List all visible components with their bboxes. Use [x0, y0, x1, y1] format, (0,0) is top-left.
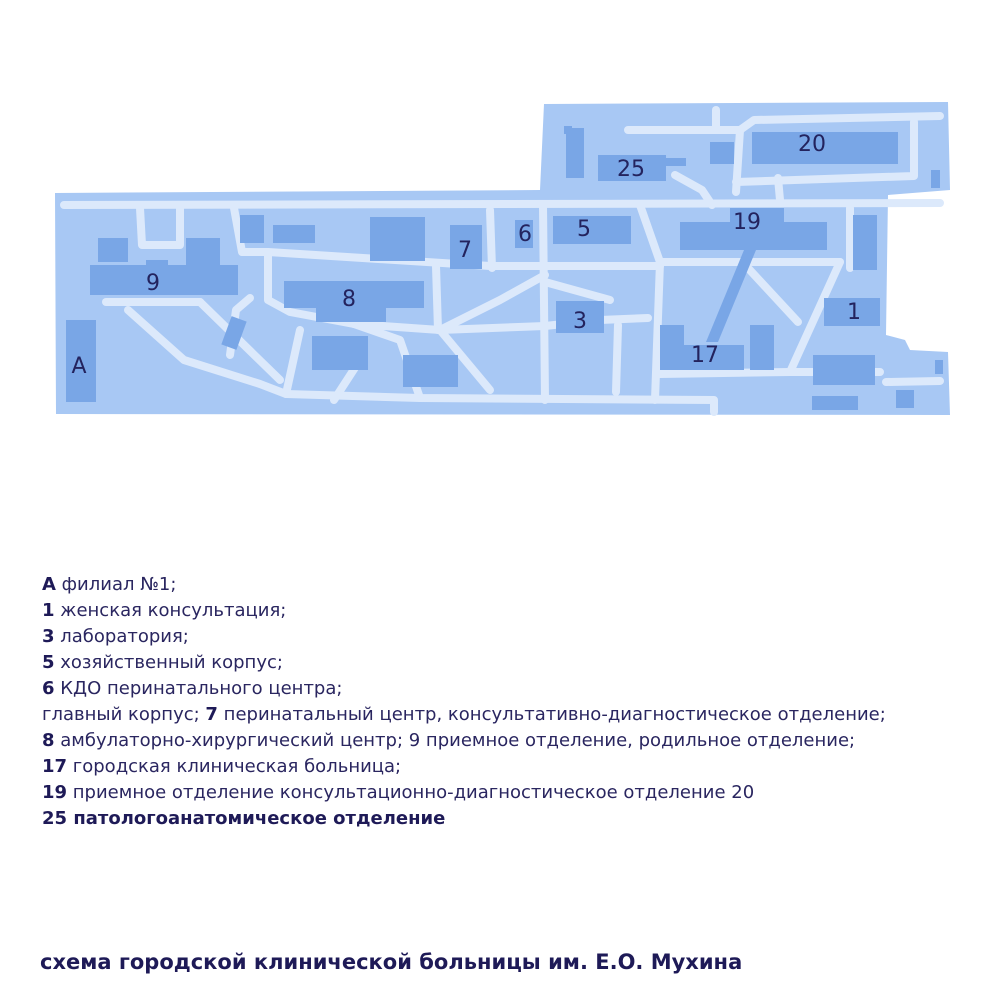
legend-item-7: главный корпус; 7 перинатальный центр, консультативно-диагностическое отделение;	[42, 704, 886, 725]
building-label-6: 6	[518, 222, 532, 247]
map-caption: схема городской клинической больницы им. Е.О. Мухина	[40, 950, 743, 974]
building-label-19: 19	[733, 210, 761, 235]
legend-item-5: 5 хозяйственный корпус;	[42, 652, 283, 673]
map-legend	[42, 572, 982, 832]
building-label-7: 7	[458, 238, 472, 263]
building-label-8: 8	[342, 287, 356, 312]
legend-item-25: 25 патологоанатомическое отделение	[42, 808, 446, 829]
building-label-1: 1	[847, 300, 861, 325]
building-label-9: 9	[146, 271, 160, 296]
legend-item-19: 19 приемное отделение консультационно-диагностическое отделение 20	[42, 782, 755, 803]
legend-item-1: 1 женская консультация;	[42, 600, 287, 621]
legend-item-17: 17 городская клиническая больница;	[42, 756, 402, 777]
building-label-17: 17	[691, 343, 719, 368]
building-label-a: A	[71, 354, 87, 379]
building-label-25: 25	[617, 157, 645, 182]
legend-item-3: 3 лаборатория;	[42, 626, 189, 647]
building-label-3: 3	[573, 309, 587, 334]
legend-item-6: 6 КДО перинатального центра;	[42, 678, 343, 699]
building-label-5: 5	[577, 217, 591, 242]
legend-item-8: 8 амбулаторно-хирургический центр; 9 приемное отделение, родильное отделение;	[42, 730, 856, 751]
hospital-map	[0, 0, 1000, 440]
legend-item-a: A филиал №1;	[42, 574, 177, 595]
building-label-20: 20	[798, 132, 826, 157]
